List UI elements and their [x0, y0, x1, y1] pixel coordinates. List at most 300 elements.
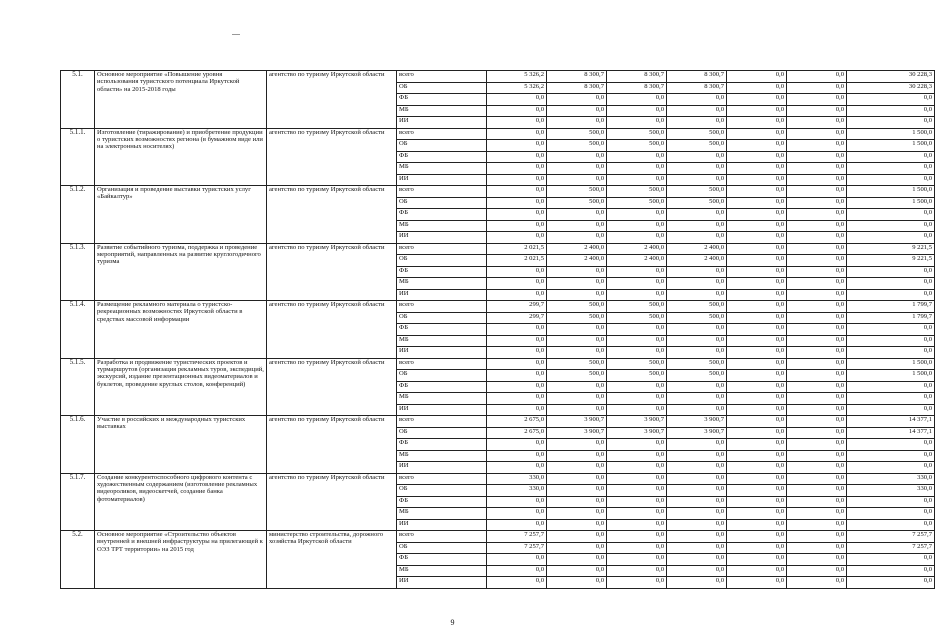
total-value: 30 228,3	[847, 82, 935, 94]
funding-source: всего	[397, 416, 487, 428]
year-value: 0,0	[667, 117, 727, 129]
year-value: 5 326,2	[487, 71, 547, 83]
year-value: 0,0	[787, 197, 847, 209]
year-value: 0,0	[607, 404, 667, 416]
total-value: 0,0	[847, 439, 935, 451]
year-value: 0,0	[787, 370, 847, 382]
year-value: 0,0	[487, 105, 547, 117]
funding-source: ОБ	[397, 255, 487, 267]
year-value: 0,0	[607, 508, 667, 520]
year-value: 500,0	[547, 128, 607, 140]
funding-source: ИИ	[397, 462, 487, 474]
year-value: 0,0	[487, 186, 547, 198]
year-value: 0,0	[547, 117, 607, 129]
year-value: 0,0	[787, 174, 847, 186]
year-value: 500,0	[547, 370, 607, 382]
year-value: 0,0	[787, 255, 847, 267]
year-value: 0,0	[727, 232, 787, 244]
year-value: 0,0	[487, 404, 547, 416]
year-value: 0,0	[727, 289, 787, 301]
year-value: 0,0	[607, 94, 667, 106]
year-value: 0,0	[787, 278, 847, 290]
total-value: 0,0	[847, 151, 935, 163]
funding-source: ИИ	[397, 289, 487, 301]
year-value: 0,0	[547, 94, 607, 106]
total-value: 0,0	[847, 381, 935, 393]
year-value: 0,0	[727, 381, 787, 393]
total-value: 9 221,5	[847, 255, 935, 267]
year-value: 500,0	[667, 197, 727, 209]
year-value: 0,0	[487, 128, 547, 140]
year-value: 0,0	[787, 94, 847, 106]
total-value: 0,0	[847, 450, 935, 462]
funding-source: МБ	[397, 508, 487, 520]
year-value: 0,0	[727, 128, 787, 140]
year-value: 500,0	[667, 301, 727, 313]
funding-source: всего	[397, 473, 487, 485]
year-value: 0,0	[547, 473, 607, 485]
year-value: 0,0	[787, 577, 847, 589]
year-value: 0,0	[727, 209, 787, 221]
year-value: 0,0	[727, 335, 787, 347]
year-value: 0,0	[667, 393, 727, 405]
year-value: 0,0	[787, 232, 847, 244]
item-executor: агентство по туризму Иркутской области	[267, 473, 397, 531]
funding-source: ОБ	[397, 542, 487, 554]
total-value: 0,0	[847, 266, 935, 278]
year-value: 0,0	[787, 554, 847, 566]
item-code: 5.1.5.	[61, 358, 95, 416]
year-value: 0,0	[727, 163, 787, 175]
year-value: 0,0	[547, 335, 607, 347]
year-value: 0,0	[667, 105, 727, 117]
year-value: 0,0	[667, 347, 727, 359]
year-value: 0,0	[547, 278, 607, 290]
year-value: 0,0	[547, 404, 607, 416]
year-value: 0,0	[547, 347, 607, 359]
item-code: 5.1.2.	[61, 186, 95, 244]
year-value: 0,0	[667, 266, 727, 278]
item-executor: агентство по туризму Иркутской области	[267, 71, 397, 129]
year-value: 0,0	[607, 232, 667, 244]
year-value: 0,0	[667, 404, 727, 416]
year-value: 500,0	[607, 301, 667, 313]
funding-source: МБ	[397, 565, 487, 577]
total-value: 14 377,1	[847, 416, 935, 428]
year-value: 0,0	[547, 462, 607, 474]
year-value: 0,0	[787, 485, 847, 497]
total-value: 7 257,7	[847, 542, 935, 554]
year-value: 0,0	[787, 243, 847, 255]
year-value: 0,0	[727, 370, 787, 382]
table-row	[61, 128, 935, 140]
total-value: 0,0	[847, 404, 935, 416]
year-value: 0,0	[607, 554, 667, 566]
year-value: 0,0	[787, 427, 847, 439]
year-value: 0,0	[727, 197, 787, 209]
funding-source: ФБ	[397, 381, 487, 393]
year-value: 0,0	[667, 450, 727, 462]
year-value: 0,0	[487, 496, 547, 508]
year-value: 0,0	[727, 186, 787, 198]
total-value: 0,0	[847, 335, 935, 347]
year-value: 0,0	[787, 117, 847, 129]
year-value: 0,0	[667, 473, 727, 485]
funding-source: всего	[397, 71, 487, 83]
year-value: 0,0	[787, 301, 847, 313]
year-value: 0,0	[547, 324, 607, 336]
year-value: 0,0	[547, 266, 607, 278]
year-value: 500,0	[667, 312, 727, 324]
item-code: 5.2.	[61, 531, 95, 589]
table-row	[61, 473, 935, 485]
year-value: 0,0	[667, 289, 727, 301]
funding-source: МБ	[397, 163, 487, 175]
year-value: 0,0	[487, 462, 547, 474]
year-value: 0,0	[727, 347, 787, 359]
total-value: 1 500,0	[847, 370, 935, 382]
year-value: 0,0	[727, 427, 787, 439]
year-value: 500,0	[607, 197, 667, 209]
year-value: 0,0	[787, 393, 847, 405]
year-value: 0,0	[727, 151, 787, 163]
year-value: 0,0	[787, 416, 847, 428]
item-name: Размещение рекламного материала о туристско-рекреационных возможностях Иркутской области в средствах массовой информации	[95, 301, 267, 359]
year-value: 0,0	[787, 358, 847, 370]
year-value: 0,0	[727, 312, 787, 324]
year-value: 0,0	[787, 266, 847, 278]
year-value: 0,0	[787, 519, 847, 531]
year-value: 0,0	[727, 565, 787, 577]
year-value: 0,0	[787, 312, 847, 324]
funding-source: всего	[397, 358, 487, 370]
funding-source: ИИ	[397, 232, 487, 244]
year-value: 500,0	[607, 140, 667, 152]
year-value: 0,0	[787, 209, 847, 221]
year-value: 2 675,0	[487, 416, 547, 428]
year-value: 0,0	[727, 542, 787, 554]
year-value: 0,0	[667, 577, 727, 589]
item-name: Разработка и продвижение туристических проектов и турмаршрутов (организация рекламных туров, экспедиций, экскурсий, издание презентационных видеоматериалов и буклетов, проведение круглых столов, конференций)	[95, 358, 267, 416]
funding-source: ФБ	[397, 496, 487, 508]
year-value: 0,0	[607, 393, 667, 405]
year-value: 0,0	[727, 508, 787, 520]
year-value: 0,0	[787, 439, 847, 451]
year-value: 0,0	[727, 462, 787, 474]
year-value: 0,0	[607, 163, 667, 175]
funding-source: ФБ	[397, 266, 487, 278]
year-value: 0,0	[607, 473, 667, 485]
total-value: 0,0	[847, 347, 935, 359]
year-value: 8 300,7	[607, 82, 667, 94]
funding-source: ОБ	[397, 312, 487, 324]
total-value: 7 257,7	[847, 531, 935, 543]
total-value: 0,0	[847, 278, 935, 290]
year-value: 8 300,7	[547, 82, 607, 94]
funding-source: всего	[397, 128, 487, 140]
year-value: 500,0	[547, 197, 607, 209]
total-value: 1 500,0	[847, 128, 935, 140]
year-value: 0,0	[787, 289, 847, 301]
year-value: 0,0	[487, 335, 547, 347]
total-value: 330,0	[847, 473, 935, 485]
year-value: 0,0	[607, 450, 667, 462]
item-name: Изготовление (тиражирование) и приобретение продукции о туристских возможностях региона (в бумажном виде или на электронных носителях)	[95, 128, 267, 186]
year-value: 0,0	[787, 128, 847, 140]
year-value: 3 900,7	[547, 427, 607, 439]
year-value: 0,0	[547, 439, 607, 451]
year-value: 0,0	[787, 450, 847, 462]
funding-source: МБ	[397, 105, 487, 117]
year-value: 0,0	[787, 82, 847, 94]
funding-source: ОБ	[397, 140, 487, 152]
year-value: 0,0	[487, 565, 547, 577]
year-value: 0,0	[487, 393, 547, 405]
funding-source: ОБ	[397, 370, 487, 382]
year-value: 0,0	[547, 519, 607, 531]
table-body	[61, 71, 935, 589]
year-value: 500,0	[667, 370, 727, 382]
year-value: 0,0	[667, 496, 727, 508]
year-value: 0,0	[607, 209, 667, 221]
table-row	[61, 416, 935, 428]
year-value: 0,0	[727, 82, 787, 94]
total-value: 0,0	[847, 163, 935, 175]
year-value: 0,0	[787, 542, 847, 554]
year-value: 500,0	[547, 186, 607, 198]
year-value: 0,0	[727, 554, 787, 566]
funding-source: МБ	[397, 393, 487, 405]
year-value: 0,0	[487, 381, 547, 393]
year-value: 0,0	[787, 105, 847, 117]
year-value: 0,0	[607, 278, 667, 290]
year-value: 0,0	[607, 462, 667, 474]
year-value: 0,0	[667, 94, 727, 106]
total-value: 0,0	[847, 209, 935, 221]
year-value: 0,0	[547, 508, 607, 520]
year-value: 0,0	[607, 347, 667, 359]
funding-source: МБ	[397, 335, 487, 347]
year-value: 500,0	[547, 140, 607, 152]
year-value: 0,0	[667, 278, 727, 290]
total-value: 0,0	[847, 565, 935, 577]
year-value: 0,0	[667, 439, 727, 451]
total-value: 0,0	[847, 577, 935, 589]
year-value: 0,0	[487, 220, 547, 232]
funding-source: ОБ	[397, 82, 487, 94]
year-value: 0,0	[667, 324, 727, 336]
year-value: 0,0	[727, 243, 787, 255]
funding-source: всего	[397, 531, 487, 543]
year-value: 7 257,7	[487, 531, 547, 543]
total-value: 0,0	[847, 232, 935, 244]
total-value: 1 500,0	[847, 197, 935, 209]
year-value: 0,0	[547, 565, 607, 577]
year-value: 0,0	[787, 473, 847, 485]
year-value: 0,0	[727, 71, 787, 83]
funding-source: всего	[397, 301, 487, 313]
item-name: Организация и проведение выставки туристских услуг «Байкалтур»	[95, 186, 267, 244]
year-value: 0,0	[667, 519, 727, 531]
item-code: 5.1.	[61, 71, 95, 129]
year-value: 500,0	[547, 358, 607, 370]
year-value: 3 900,7	[547, 416, 607, 428]
year-value: 0,0	[667, 335, 727, 347]
total-value: 0,0	[847, 105, 935, 117]
year-value: 0,0	[727, 94, 787, 106]
funding-source: ОБ	[397, 197, 487, 209]
year-value: 0,0	[547, 531, 607, 543]
year-value: 0,0	[787, 404, 847, 416]
year-value: 8 300,7	[667, 82, 727, 94]
funding-source: ОБ	[397, 427, 487, 439]
funding-source: ИИ	[397, 347, 487, 359]
year-value: 0,0	[727, 519, 787, 531]
funding-source: ИИ	[397, 117, 487, 129]
year-value: 0,0	[667, 554, 727, 566]
year-value: 0,0	[607, 266, 667, 278]
total-value: 0,0	[847, 174, 935, 186]
year-value: 2 400,0	[547, 243, 607, 255]
year-value: 0,0	[547, 554, 607, 566]
year-value: 500,0	[667, 128, 727, 140]
budget-table	[60, 70, 935, 589]
year-value: 0,0	[727, 324, 787, 336]
total-value: 0,0	[847, 462, 935, 474]
year-value: 0,0	[487, 174, 547, 186]
year-value: 0,0	[667, 485, 727, 497]
year-value: 0,0	[487, 439, 547, 451]
total-value: 0,0	[847, 220, 935, 232]
funding-source: МБ	[397, 278, 487, 290]
funding-source: ИИ	[397, 577, 487, 589]
year-value: 0,0	[487, 347, 547, 359]
year-value: 0,0	[547, 151, 607, 163]
total-value: 1 799,7	[847, 312, 935, 324]
year-value: 0,0	[487, 278, 547, 290]
total-value: 0,0	[847, 117, 935, 129]
year-value: 0,0	[667, 542, 727, 554]
year-value: 0,0	[787, 565, 847, 577]
year-value: 0,0	[607, 542, 667, 554]
year-value: 0,0	[607, 174, 667, 186]
year-value: 0,0	[607, 565, 667, 577]
total-value: 1 500,0	[847, 358, 935, 370]
year-value: 0,0	[667, 174, 727, 186]
year-value: 0,0	[727, 416, 787, 428]
total-value: 1 799,7	[847, 301, 935, 313]
year-value: 0,0	[487, 519, 547, 531]
year-value: 0,0	[607, 485, 667, 497]
year-value: 0,0	[607, 439, 667, 451]
item-code: 5.1.7.	[61, 473, 95, 531]
total-value: 0,0	[847, 393, 935, 405]
year-value: 0,0	[547, 381, 607, 393]
year-value: 0,0	[727, 496, 787, 508]
year-value: 0,0	[667, 381, 727, 393]
year-value: 8 300,7	[547, 71, 607, 83]
year-value: 0,0	[547, 163, 607, 175]
year-value: 0,0	[487, 266, 547, 278]
year-value: 0,0	[547, 450, 607, 462]
year-value: 0,0	[487, 508, 547, 520]
year-value: 0,0	[727, 577, 787, 589]
year-value: 2 400,0	[547, 255, 607, 267]
year-value: 0,0	[607, 151, 667, 163]
item-executor: агентство по туризму Иркутской области	[267, 358, 397, 416]
year-value: 0,0	[727, 220, 787, 232]
year-value: 0,0	[607, 531, 667, 543]
funding-source: ИИ	[397, 519, 487, 531]
total-value: 1 500,0	[847, 186, 935, 198]
year-value: 0,0	[547, 209, 607, 221]
funding-source: МБ	[397, 450, 487, 462]
year-value: 0,0	[727, 105, 787, 117]
year-value: 0,0	[607, 577, 667, 589]
year-value: 0,0	[487, 324, 547, 336]
year-value: 0,0	[547, 542, 607, 554]
year-value: 330,0	[487, 473, 547, 485]
year-value: 0,0	[787, 496, 847, 508]
year-value: 0,0	[607, 519, 667, 531]
year-value: 0,0	[667, 462, 727, 474]
year-value: 500,0	[667, 140, 727, 152]
year-value: 2 021,5	[487, 255, 547, 267]
total-value: 30 228,3	[847, 71, 935, 83]
year-value: 0,0	[727, 485, 787, 497]
total-value: 0,0	[847, 508, 935, 520]
year-value: 0,0	[607, 335, 667, 347]
year-value: 0,0	[727, 140, 787, 152]
year-value: 0,0	[727, 266, 787, 278]
year-value: 0,0	[787, 531, 847, 543]
year-value: 0,0	[487, 577, 547, 589]
year-value: 0,0	[727, 255, 787, 267]
year-value: 0,0	[547, 105, 607, 117]
funding-source: ФБ	[397, 94, 487, 106]
table-row	[61, 243, 935, 255]
year-value: 0,0	[607, 105, 667, 117]
year-value: 3 900,7	[607, 416, 667, 428]
year-value: 0,0	[727, 117, 787, 129]
year-value: 0,0	[487, 209, 547, 221]
year-value: 3 900,7	[667, 416, 727, 428]
year-value: 0,0	[727, 473, 787, 485]
total-value: 0,0	[847, 289, 935, 301]
year-value: 0,0	[547, 393, 607, 405]
year-value: 0,0	[547, 496, 607, 508]
year-value: 0,0	[487, 163, 547, 175]
year-value: 2 400,0	[607, 255, 667, 267]
year-value: 0,0	[727, 393, 787, 405]
year-value: 0,0	[787, 335, 847, 347]
year-value: 0,0	[667, 163, 727, 175]
total-value: 0,0	[847, 94, 935, 106]
table-row	[61, 301, 935, 313]
item-name: Создание конкурентоспособного цифрового контента с художественным содержанием (изготовление рекламных видеороликов, видеоскетчей, создание банка фотоматериалов)	[95, 473, 267, 531]
year-value: 500,0	[547, 301, 607, 313]
year-value: 500,0	[667, 186, 727, 198]
funding-source: ФБ	[397, 439, 487, 451]
year-value: 2 400,0	[607, 243, 667, 255]
year-value: 0,0	[487, 94, 547, 106]
total-value: 9 221,5	[847, 243, 935, 255]
funding-source: ФБ	[397, 324, 487, 336]
year-value: 0,0	[667, 220, 727, 232]
year-value: 0,0	[787, 163, 847, 175]
item-executor: агентство по туризму Иркутской области	[267, 243, 397, 301]
funding-source: ИИ	[397, 404, 487, 416]
